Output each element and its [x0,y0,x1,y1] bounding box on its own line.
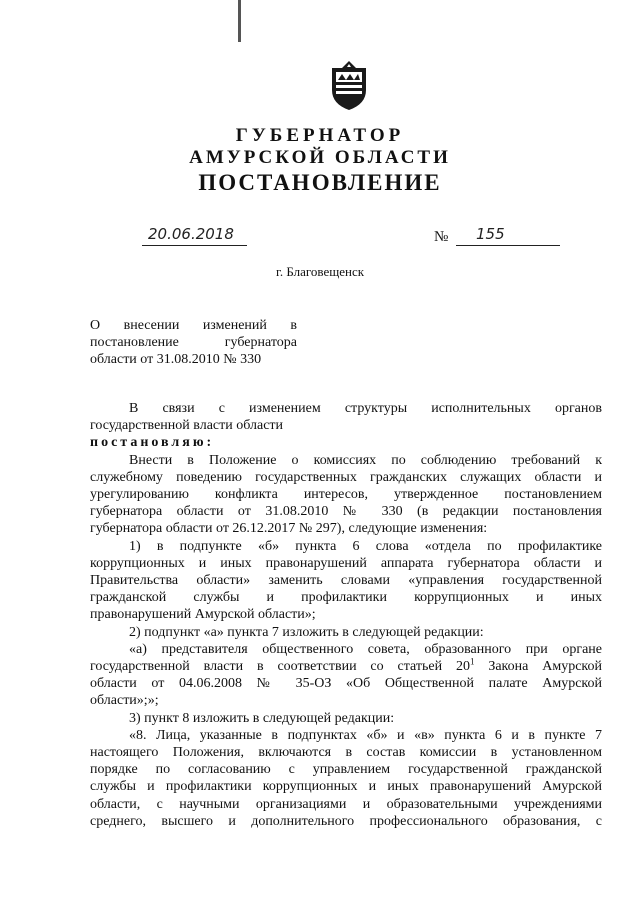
body-line: губернатора области от 31.08.2010 № 330 (в редакции постановления [90,504,602,520]
body-line: службы и профилактики коррупционных и иных правонарушений Амурской [90,779,602,795]
body-line: 3) пункт 8 изложить в следующей редакции: [129,710,395,726]
body-line: «8. Лица, указанные в подпунктах «б» и «в» пункта 6 и в пункте 7 [129,727,602,743]
body-line: коррупционных и иных правонарушений аппарата губернатора области и [90,555,602,571]
document-date: 20.06.2018 [148,225,234,243]
body-line: среднего, высшего и дополнительного профессионального образования, с [90,813,602,829]
number-underline [456,245,560,246]
subject-block [90,317,297,369]
body-line: Внести в Положение о комиссиях по соблюдению требований к [129,452,602,468]
body-line: 2) подпункт «а» пункта 7 изложить в следующей редакции: [129,624,484,640]
number-label: № [434,229,449,245]
body-line: губернатора области от 26.12.2017 № 297), следующие изменения: [90,521,488,537]
body-line: правонарушений Амурской области»; [90,607,316,623]
body-line: государственной власти области [90,418,284,434]
city: г. Благовещенск [275,264,365,279]
superscript: 1 [469,656,475,667]
body-line: урегулированию конфликта интересов, утвержденное постановлением [90,487,602,503]
body-line: области, с научными организациями и образовательными учреждениями [90,796,602,812]
header-region: АМУРСКОЙ ОБЛАСТИ [189,147,451,168]
body-line: области»;»; [90,693,159,709]
body-text: государственной власти в соответствии со статьей 20 [90,659,470,675]
body-line: гражданской службы и профилактики коррупционных и иных [90,590,602,606]
document-title: ПОСТАНОВЛЕНИЕ [198,170,442,195]
binding-mark [238,0,241,42]
header-governor: ГУБЕРНАТОР [235,125,405,146]
subject-line: О внесении изменений в [90,318,297,333]
body-line: порядке по согласованию с управлением государственной гражданской [90,762,602,778]
date-underline [142,245,247,246]
document-number: 155 [476,225,505,243]
decree-word: постановляю: [90,435,215,451]
body-line: 1) в подпункте «б» пункта 6 слова «отдела по профилактике [129,538,602,554]
subject-line: области от 31.08.2010 № 330 [90,352,262,368]
body-line: Правительства области» заменить словами «управления государственной [90,573,602,589]
body-line: настоящего Положения, включаются в состав комиссии в установленном [90,745,602,761]
body-text: Закона Амурской [474,659,602,675]
body-line-with-superscript [90,658,602,675]
body-line: области от 04.06.2008 № 35-ОЗ «Об Общественной палате Амурской [90,676,602,692]
body-line: В связи с изменением структуры исполнительных органов [129,401,602,416]
document-body [90,400,602,830]
body-line: служебному поведению государственных гражданских служащих области и [90,469,602,485]
body-line: «а) представителя общественного совета, образованного при органе [129,641,602,657]
coat-of-arms-icon [326,58,372,112]
subject-line: постановление губернатора [90,335,297,351]
